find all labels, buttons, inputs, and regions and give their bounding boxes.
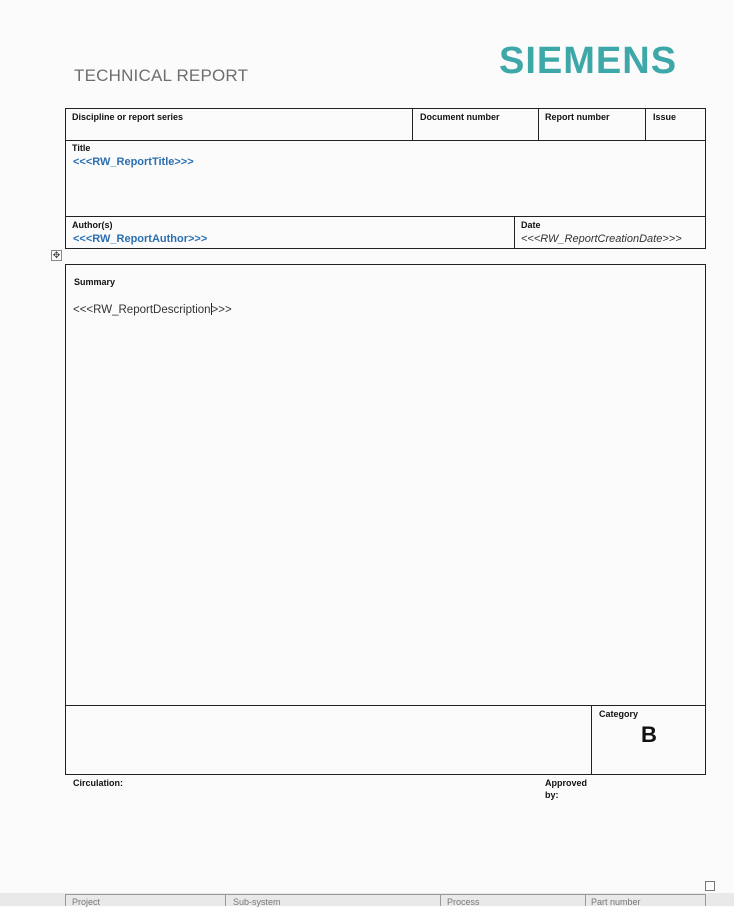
- document-number-label: Document number: [420, 112, 500, 122]
- footer-part-number-label: Part number: [591, 897, 641, 907]
- footer-project-label: Project: [72, 897, 101, 907]
- report-info-table: [65, 108, 706, 249]
- circulation-label: Circulation:: [73, 778, 124, 788]
- summary-table: [65, 264, 706, 775]
- report-number-label: Report number: [545, 112, 610, 122]
- footer-process-label: Process: [447, 897, 480, 907]
- table2-row-divider: [65, 705, 706, 706]
- table1-row-divider: [65, 216, 706, 217]
- summary-text-after-cursor: >>>: [211, 304, 232, 316]
- approved-label-line1: Approved: [545, 778, 588, 788]
- footer-divider: [65, 894, 706, 895]
- title-label: Title: [72, 143, 91, 153]
- table1-col-divider: [514, 216, 515, 249]
- footer-col-divider: [440, 894, 441, 906]
- title-field[interactable]: <<<RW_ReportTitle>>>: [73, 156, 194, 168]
- authors-label: Author(s): [72, 220, 113, 230]
- summary-field[interactable]: [73, 303, 232, 316]
- siemens-logo: SIEMENS: [499, 40, 678, 82]
- category-value[interactable]: B: [641, 722, 657, 747]
- date-field[interactable]: <<<RW_ReportCreationDate>>>: [521, 233, 682, 245]
- document-heading: TECHNICAL REPORT: [74, 66, 249, 85]
- footer-col-divider: [585, 894, 586, 906]
- page-corner-marker-icon: [705, 881, 715, 891]
- summary-text-before-cursor: <<<RW_ReportDescription: [73, 304, 211, 316]
- summary-label: Summary: [74, 277, 116, 287]
- date-label: Date: [521, 220, 541, 230]
- approved-label-line2: by:: [545, 790, 559, 800]
- table1-col-divider: [645, 108, 646, 141]
- footer-col-divider: [705, 894, 706, 906]
- discipline-label: Discipline or report series: [72, 112, 184, 122]
- footer-col-divider: [225, 894, 226, 906]
- issue-label: Issue: [653, 112, 677, 122]
- table1-col-divider: [412, 108, 413, 141]
- footer-col-divider: [65, 894, 66, 906]
- table-move-handle-icon[interactable]: ✥: [52, 250, 61, 260]
- table1-row-divider: [65, 140, 706, 141]
- table2-col-divider: [591, 705, 592, 775]
- category-label: Category: [599, 709, 639, 719]
- authors-field[interactable]: <<<RW_ReportAuthor>>>: [73, 233, 208, 245]
- table1-col-divider: [538, 108, 539, 141]
- footer-subsystem-label: Sub-system: [233, 897, 281, 907]
